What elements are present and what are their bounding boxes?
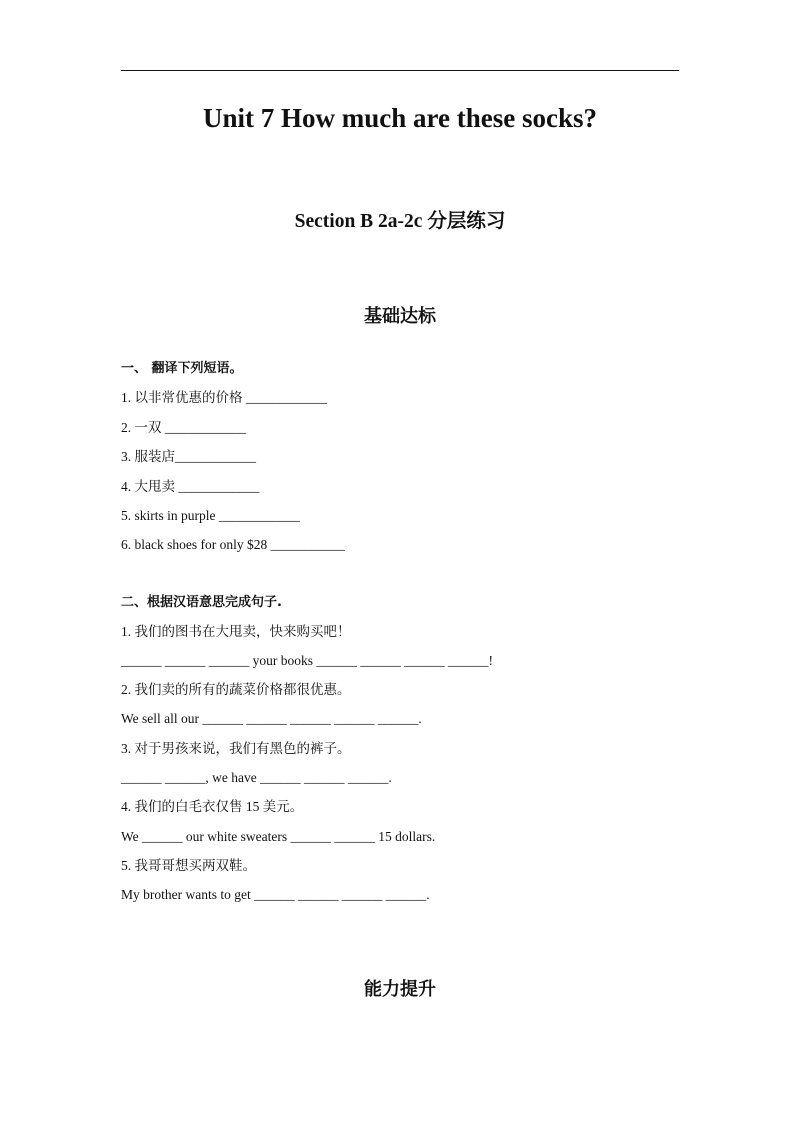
- part1-item-4: 4. 大甩卖 ____________: [121, 479, 260, 494]
- part1-item-6: 6. black shoes for only $28 ___________: [121, 537, 345, 552]
- part2-question-3: 3. 对于男孩来说，我们有黑色的裤子。: [121, 741, 351, 756]
- part1-item-2: 2. 一双 ____________: [121, 420, 246, 435]
- part2-question-5: 5. 我哥哥想买两双鞋。: [121, 858, 256, 873]
- part1-item-1: 1. 以非常优惠的价格 ____________: [121, 390, 327, 405]
- document-subtitle: Section B 2a-2c 分层练习: [294, 211, 506, 232]
- part2-heading: 二、根据汉语意思完成句子.: [121, 595, 282, 610]
- part2-answer-4: We ______ our white sweaters ______ ______ 15 dollars.: [121, 829, 436, 844]
- part2-answer-1: ______ ______ ______ your books ______ ______ ______ ______!: [121, 653, 493, 668]
- part2-question-2: 2. 我们卖的所有的蔬菜价格都很优惠。: [121, 682, 351, 697]
- header-rule: [121, 70, 679, 71]
- part2-answer-3: ______ ______, we have ______ ______ ______.: [121, 770, 392, 785]
- level-heading-advanced: 能力提升: [364, 979, 436, 1000]
- part2-answer-5: My brother wants to get ______ ______ ______ ______.: [121, 887, 430, 902]
- document-title: Unit 7 How much are these socks?: [203, 103, 597, 133]
- level-heading-basic: 基础达标: [364, 306, 436, 327]
- part1-item-5: 5. skirts in purple ____________: [121, 508, 300, 523]
- part1-item-3: 3. 服装店____________: [121, 449, 256, 464]
- part2-question-1: 1. 我们的图书在大甩卖，快来购买吧！: [121, 624, 351, 639]
- part2-answer-2: We sell all our ______ ______ ______ ______ ______.: [121, 711, 422, 726]
- part2-question-4: 4. 我们的白毛衣仅售 15 美元。: [121, 799, 304, 814]
- part1-heading: 一、 翻译下列短语。: [121, 361, 243, 376]
